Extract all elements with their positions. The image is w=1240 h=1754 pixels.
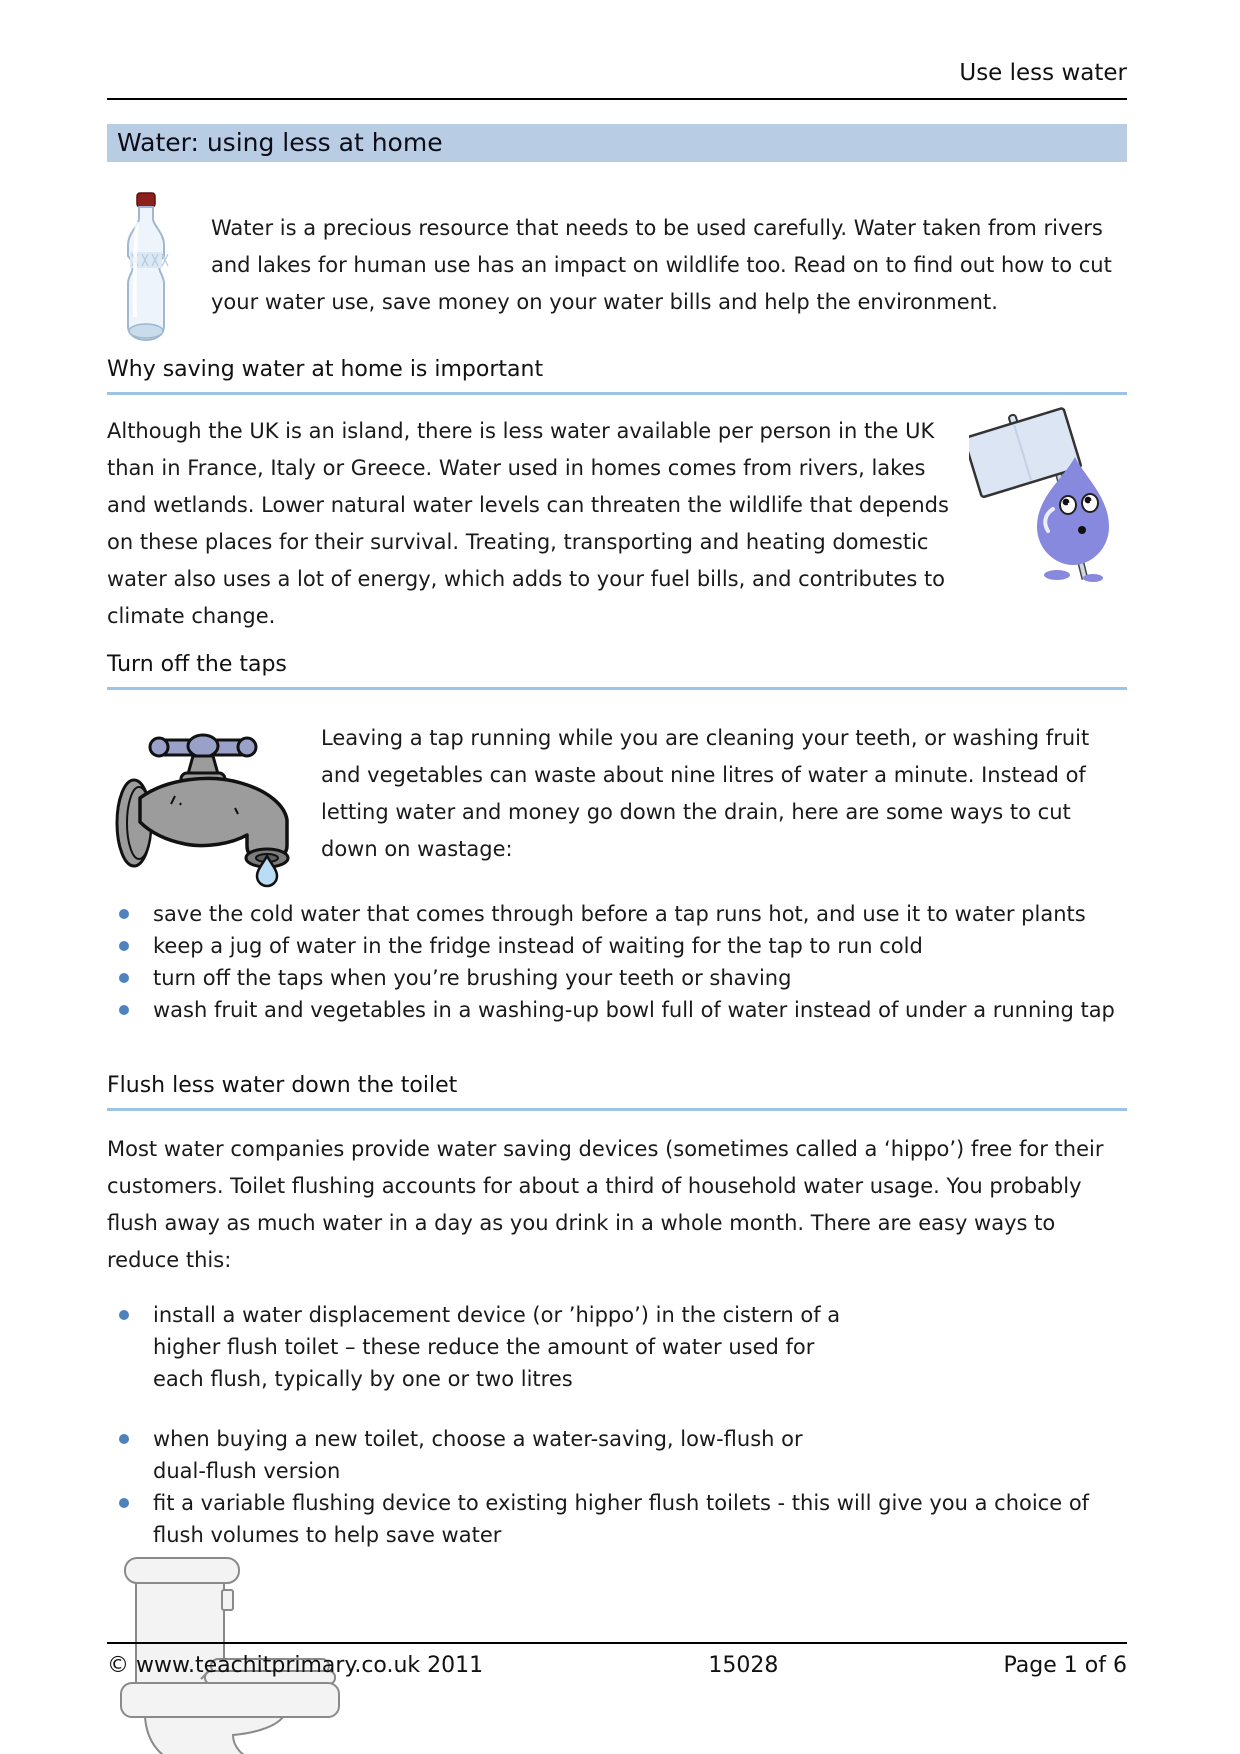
water-bottle-icon	[107, 192, 197, 348]
footer-copyright: © www.teachitprimary.co.uk 2011	[107, 1653, 484, 1678]
taps-bullet-list	[107, 898, 1127, 1026]
document-title-bar: Water: using less at home	[107, 124, 1127, 162]
dripping-tap-icon	[107, 716, 307, 892]
section-heading-why-saving: Why saving water at home is important	[107, 356, 1127, 395]
footer-page-number: Page 1 of 6	[1003, 1653, 1127, 1678]
list-item: fit a variable flushing device to existing higher flush toilets - this will give you a choice of flush volumes to help save water	[107, 1487, 1127, 1551]
water-drop-mascot-icon	[969, 405, 1127, 635]
list-item: wash fruit and vegetables in a washing-up bowl full of water instead of under a running tap	[107, 994, 1127, 1026]
intro-paragraph: Water is a precious resource that needs to be used carefully. Water taken from rivers and lakes for human use has an impact on wildlife too. Read on to find out how to cut your water use, save money on your water bills and help the environment.	[211, 216, 1112, 314]
section-heading-turn-off-taps: Turn off the taps	[107, 651, 1127, 690]
taps-paragraph: Leaving a tap running while you are cleaning your teeth, or washing fruit and vegetables can waste about nine litres of water a minute. Instead of letting water and money go down the drain, here are some ways to cut down on wastage:	[321, 726, 1090, 861]
taps-row	[107, 708, 1127, 892]
why-saving-row	[107, 413, 1127, 635]
list-item: save the cold water that comes through before a tap runs hot, and use it to water plants	[107, 898, 1127, 930]
intro-block	[107, 192, 1127, 348]
why-saving-paragraph: Although the UK is an island, there is less water available per person in the UK than in France, Italy or Greece. Water used in homes comes from rivers, lakes and wetlands. Lower natural water levels can threaten the wildlife that depends on these places for their survival. Treating, transporting and heating domestic water also uses a lot of energy, which adds to your fuel bills, and contributes to climate change.	[107, 419, 949, 628]
footer-resource-number: 15028	[708, 1653, 779, 1678]
page-header-title: Use less water	[959, 60, 1127, 86]
section-heading-flush-less: Flush less water down the toilet	[107, 1072, 1127, 1111]
flush-bullet-list	[107, 1299, 1127, 1551]
page-footer	[107, 1642, 1127, 1678]
list-item: keep a jug of water in the fridge instead of waiting for the tap to run cold	[107, 930, 1127, 962]
list-item: install a water displacement device (or ’hippo’) in the cistern of a higher flush toilet – these reduce the amount of water used for each flush, typically by one or two litres	[107, 1299, 857, 1395]
list-item: turn off the taps when you’re brushing your teeth or shaving	[107, 962, 1127, 994]
header-rule	[107, 98, 1127, 100]
list-item: when buying a new toilet, choose a water-saving, low-flush or dual-flush version	[107, 1423, 857, 1487]
flush-paragraph: Most water companies provide water saving devices (sometimes called a ‘hippo’) free for their customers. Toilet flushing accounts for about a third of household water usage. You probably flush away as much water in a day as you drink in a whole month. There are easy ways to reduce this:	[107, 1137, 1104, 1272]
